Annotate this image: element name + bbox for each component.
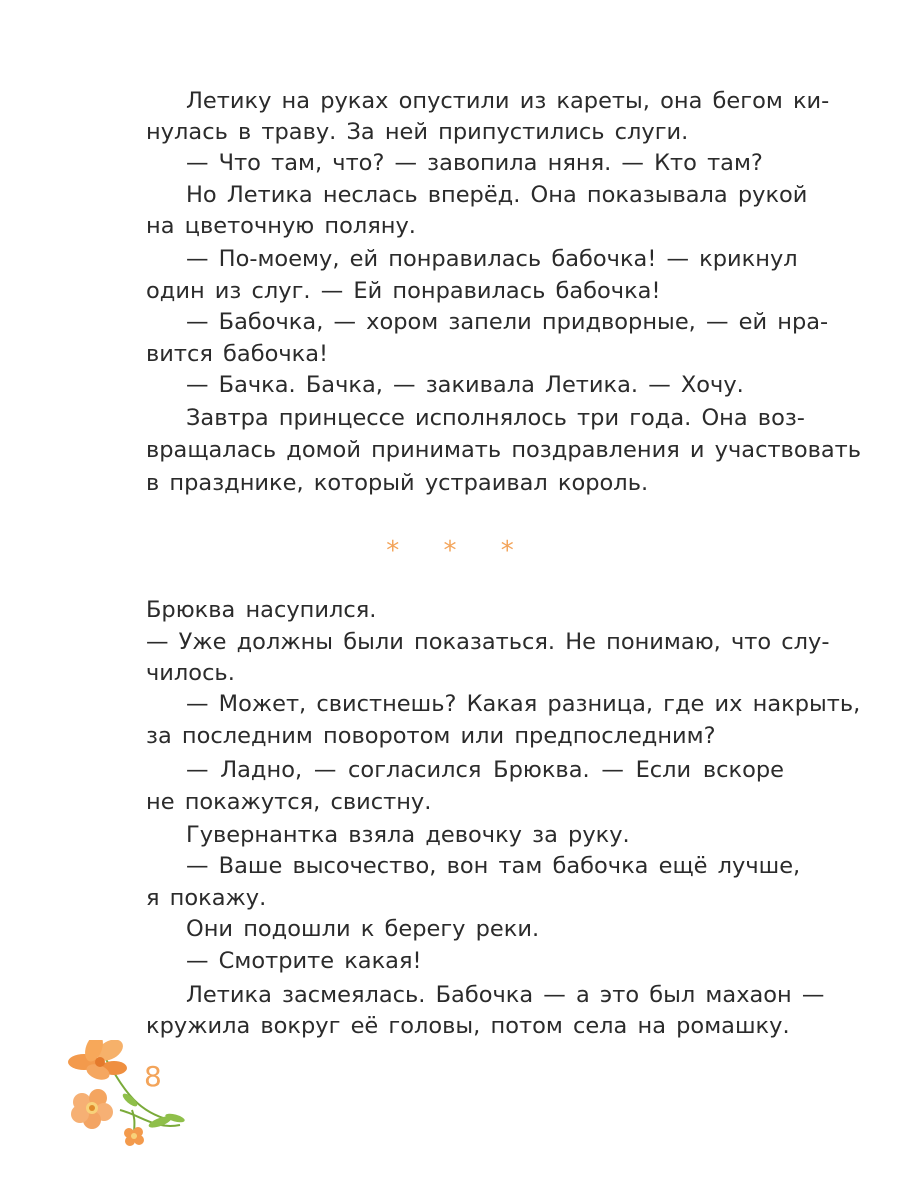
- text-line: — Ладно, — согласился Брюква. — Если вскоре: [186, 757, 784, 783]
- text-line: на цветочную поляну.: [146, 213, 416, 239]
- text-line: вится бабочка!: [146, 341, 329, 367]
- text-line: — Бабочка, — хором запели придворные, — ей нра-: [186, 309, 829, 335]
- text-line: я покажу.: [146, 885, 267, 911]
- text-line: Брюква насупился.: [146, 597, 377, 623]
- text-line: чилось.: [146, 660, 235, 686]
- text-line: Но Летика неслась вперёд. Она показывала рукой: [186, 182, 808, 208]
- text-line: — Может, свистнешь? Какая разница, где их накрыть,: [186, 691, 861, 717]
- text-line: Гувернантка взяла девочку за руку.: [186, 822, 630, 848]
- text-line: вращалась домой принимать поздравления и участвовать: [146, 437, 861, 463]
- text-line: кружила вокруг её головы, потом села на ромашку.: [146, 1013, 790, 1039]
- text-line: — По-моему, ей понравилась бабочка! — крикнул: [186, 246, 798, 272]
- flower-ornament-icon: [60, 1040, 200, 1150]
- section-separator: * * *: [386, 536, 532, 566]
- text-line: Завтра принцессе исполнялось три года. Она воз-: [186, 405, 805, 431]
- text-line: за последним поворотом или предпоследним?: [146, 723, 716, 749]
- text-line: Летику на руках опустили из кареты, она бегом ки-: [186, 88, 830, 114]
- text-line: в празднике, который устраивал король.: [146, 470, 649, 496]
- text-line: один из слуг. — Ей понравилась бабочка!: [146, 278, 661, 304]
- text-line: — Смотрите какая!: [186, 948, 422, 974]
- text-line: — Уже должны были показаться. Не понимаю, что слу-: [146, 629, 830, 655]
- page-number: 8: [144, 1060, 162, 1093]
- text-line: — Ваше высочество, вон там бабочка ещё лучше,: [186, 853, 801, 879]
- text-line: нулась в траву. За ней припустились слуги.: [146, 119, 689, 145]
- text-line: не покажутся, свистну.: [146, 789, 432, 815]
- text-line: Летика засмеялась. Бабочка — а это был махаон —: [186, 982, 825, 1008]
- text-line: Они подошли к берегу реки.: [186, 916, 540, 942]
- text-line: — Что там, что? — завопила няня. — Кто там?: [186, 150, 763, 176]
- text-line: — Бачка. Бачка, — закивала Летика. — Хочу.: [186, 372, 744, 398]
